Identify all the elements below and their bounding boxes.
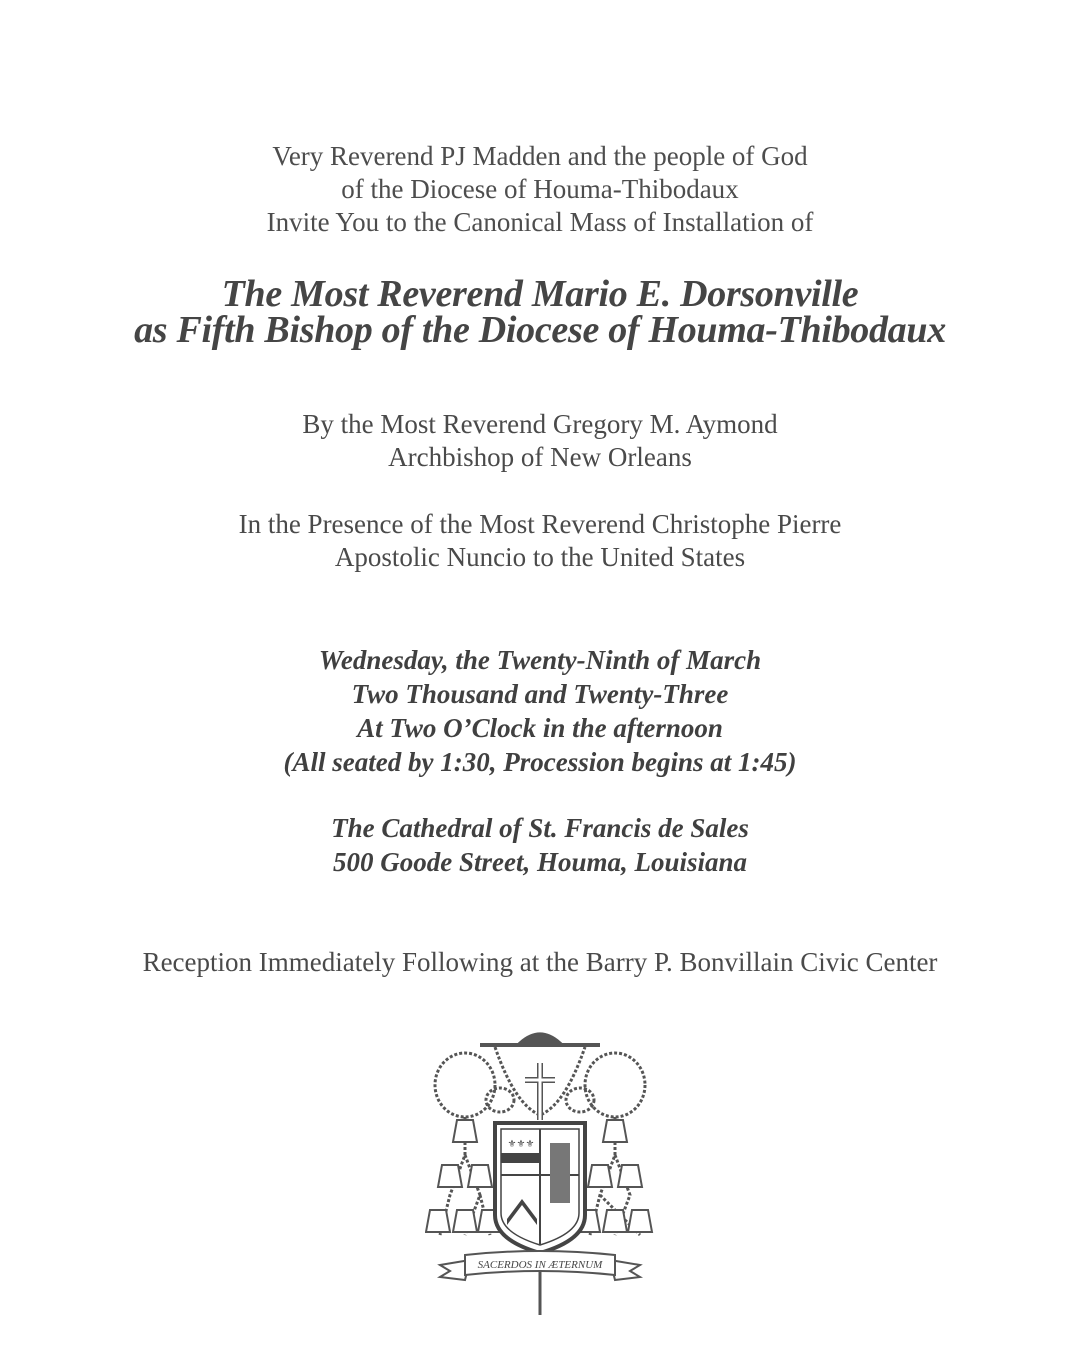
date-line: Two Thousand and Twenty-Three (351, 679, 729, 709)
venue-line: 500 Goode Street, Houma, Louisiana (332, 847, 748, 877)
episcopal-coat-of-arms-icon (425, 1025, 655, 1325)
officiant-line: By the Most Reverend Gregory M. Aymond (302, 409, 778, 439)
motto: SACERDOS IN ÆTERNUM (477, 1259, 603, 1271)
invitation-intro (0, 140, 1080, 239)
intro-line: of the Diocese of Houma-Thibodaux (341, 174, 739, 204)
presence-line: Apostolic Nuncio to the United States (334, 542, 746, 572)
officiant-line: Archbishop of New Orleans (388, 442, 692, 472)
coat-of-arms (425, 1025, 655, 1325)
reception-text: Reception Immediately Following at the Barry P. Bonvillain Civic Center (142, 947, 938, 977)
reception-note (0, 946, 1080, 979)
title-line: The Most Reverend Mario E. Dorsonville (221, 273, 859, 315)
svg-text:⚜⚜⚜: ⚜⚜⚜ (507, 1139, 535, 1150)
event-date (0, 643, 1080, 779)
presence (0, 508, 1080, 574)
date-line: At Two O’Clock in the afternoon (357, 713, 723, 743)
date-line: Wednesday, the Twenty-Ninth of March (318, 645, 762, 675)
presence-line: In the Presence of the Most Reverend Christophe Pierre (238, 509, 842, 539)
officiant (0, 408, 1080, 474)
installation-title (0, 273, 1080, 351)
event-venue (0, 811, 1080, 879)
intro-line: Very Reverend PJ Madden and the people of God (272, 141, 808, 171)
venue-line: The Cathedral of St. Francis de Sales (331, 813, 749, 843)
intro-line: Invite You to the Canonical Mass of Installation of (266, 207, 814, 237)
date-line: (All seated by 1:30, Procession begins at 1:45) (283, 747, 797, 777)
title-line: as Fifth Bishop of the Diocese of Houma-Thibodaux (134, 309, 946, 351)
